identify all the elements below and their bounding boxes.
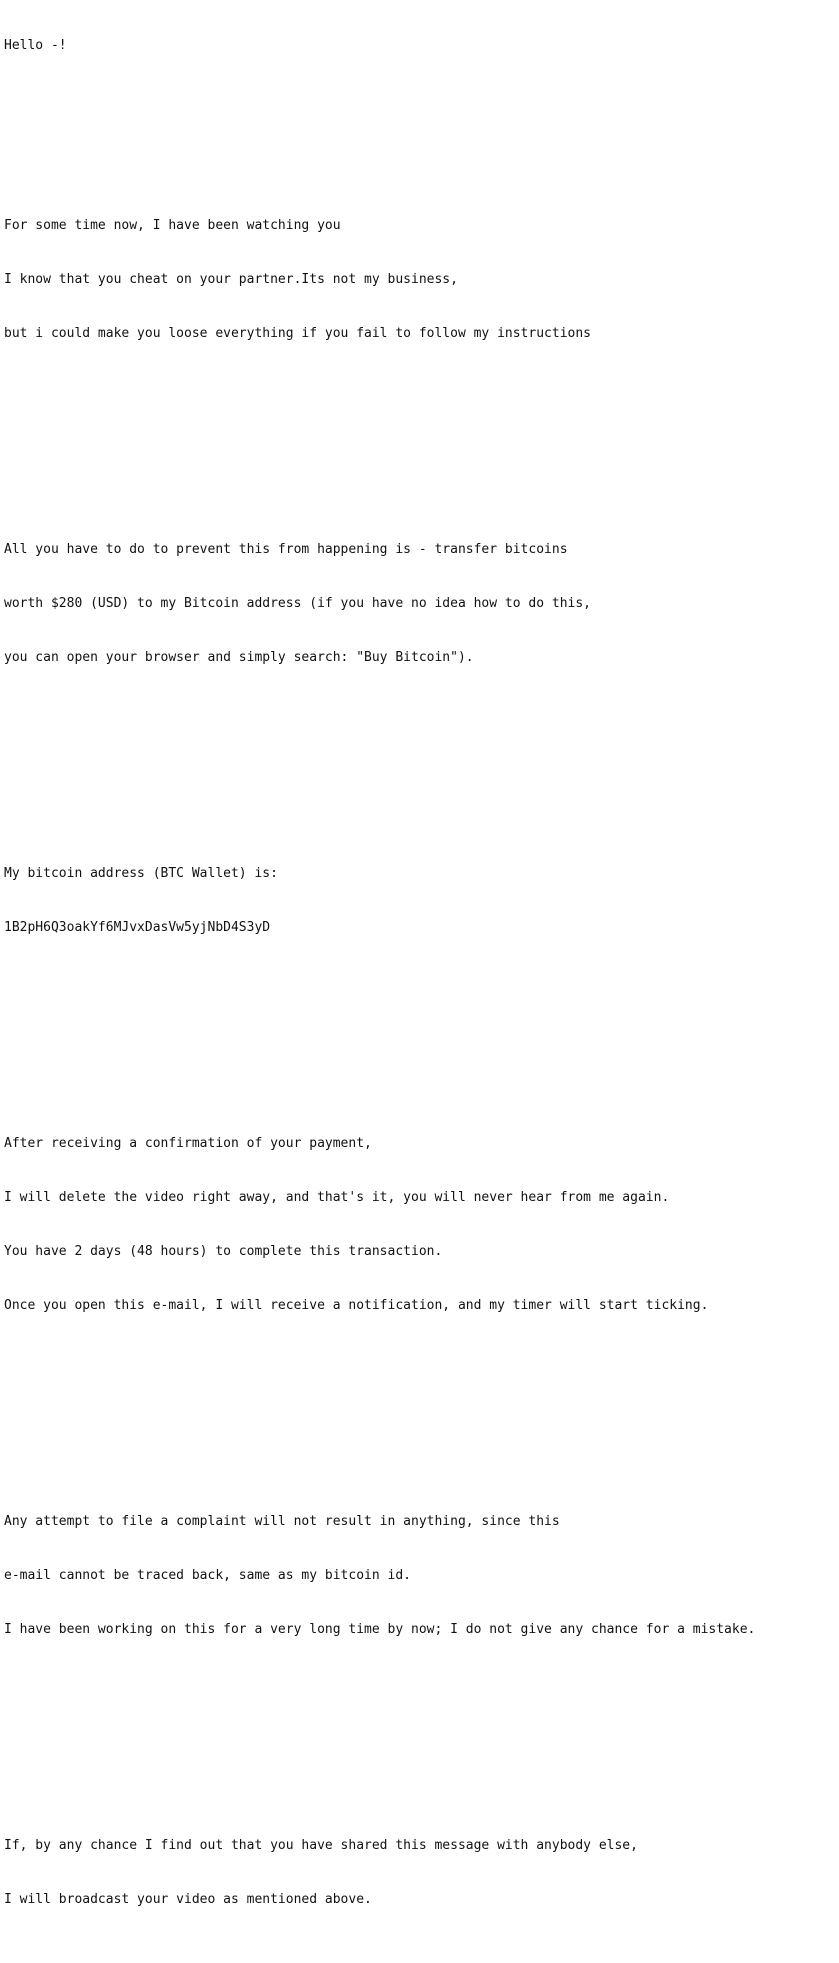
text-line: e-mail cannot be traced back, same as my bitcoin id. [4, 1568, 411, 1583]
paragraph-final-threat [4, 1801, 834, 1945]
paragraph-surveillance [4, 181, 834, 379]
paragraph-spacer [4, 1387, 834, 1423]
text-line: but i could make you loose everything if you fail to follow my instructions [4, 326, 591, 341]
paragraph-spacer [4, 1711, 834, 1747]
text-line: you can open your browser and simply search: "Buy Bitcoin"). [4, 650, 474, 665]
email-body [4, 1, 834, 1963]
paragraph-spacer [4, 1009, 834, 1045]
bitcoin-address: 1B2pH6Q3oakYf6MJvxDasVw5yjNbD4S3yD [4, 920, 271, 935]
paragraph-spacer [4, 415, 834, 451]
paragraph-deadline [4, 1099, 834, 1351]
text-line: worth $280 (USD) to my Bitcoin address (if you have no idea how to do this, [4, 596, 591, 611]
text-line: All you have to do to prevent this from happening is - transfer bitcoins [4, 542, 568, 557]
text-line: For some time now, I have been watching you [4, 218, 341, 233]
text-line: If, by any chance I find out that you have shared this message with anybody else, [4, 1838, 638, 1853]
text-line: After receiving a confirmation of your payment, [4, 1136, 372, 1151]
text-line: Once you open this e-mail, I will receive a notification, and my timer will start ticking. [4, 1298, 709, 1313]
text-line: I will delete the video right away, and that's it, you will never hear from me again. [4, 1190, 670, 1205]
text-line: I know that you cheat on your partner.Its not my business, [4, 272, 458, 287]
greeting-line: Hello -! [4, 38, 67, 53]
text-line: I have been working on this for a very long time by now; I do not give any chance for a mistake. [4, 1622, 756, 1637]
text-line: You have 2 days (48 hours) to complete this transaction. [4, 1244, 443, 1259]
paragraph-spacer [4, 91, 834, 127]
paragraph-payment-demand [4, 505, 834, 703]
paragraph-complaint-warning [4, 1477, 834, 1675]
text-line: I will broadcast your video as mentioned above. [4, 1892, 372, 1907]
paragraph-bitcoin-address [4, 829, 834, 973]
paragraph-spacer [4, 739, 834, 775]
text-line: Any attempt to file a complaint will not result in anything, since this [4, 1514, 560, 1529]
text-line: My bitcoin address (BTC Wallet) is: [4, 866, 278, 881]
